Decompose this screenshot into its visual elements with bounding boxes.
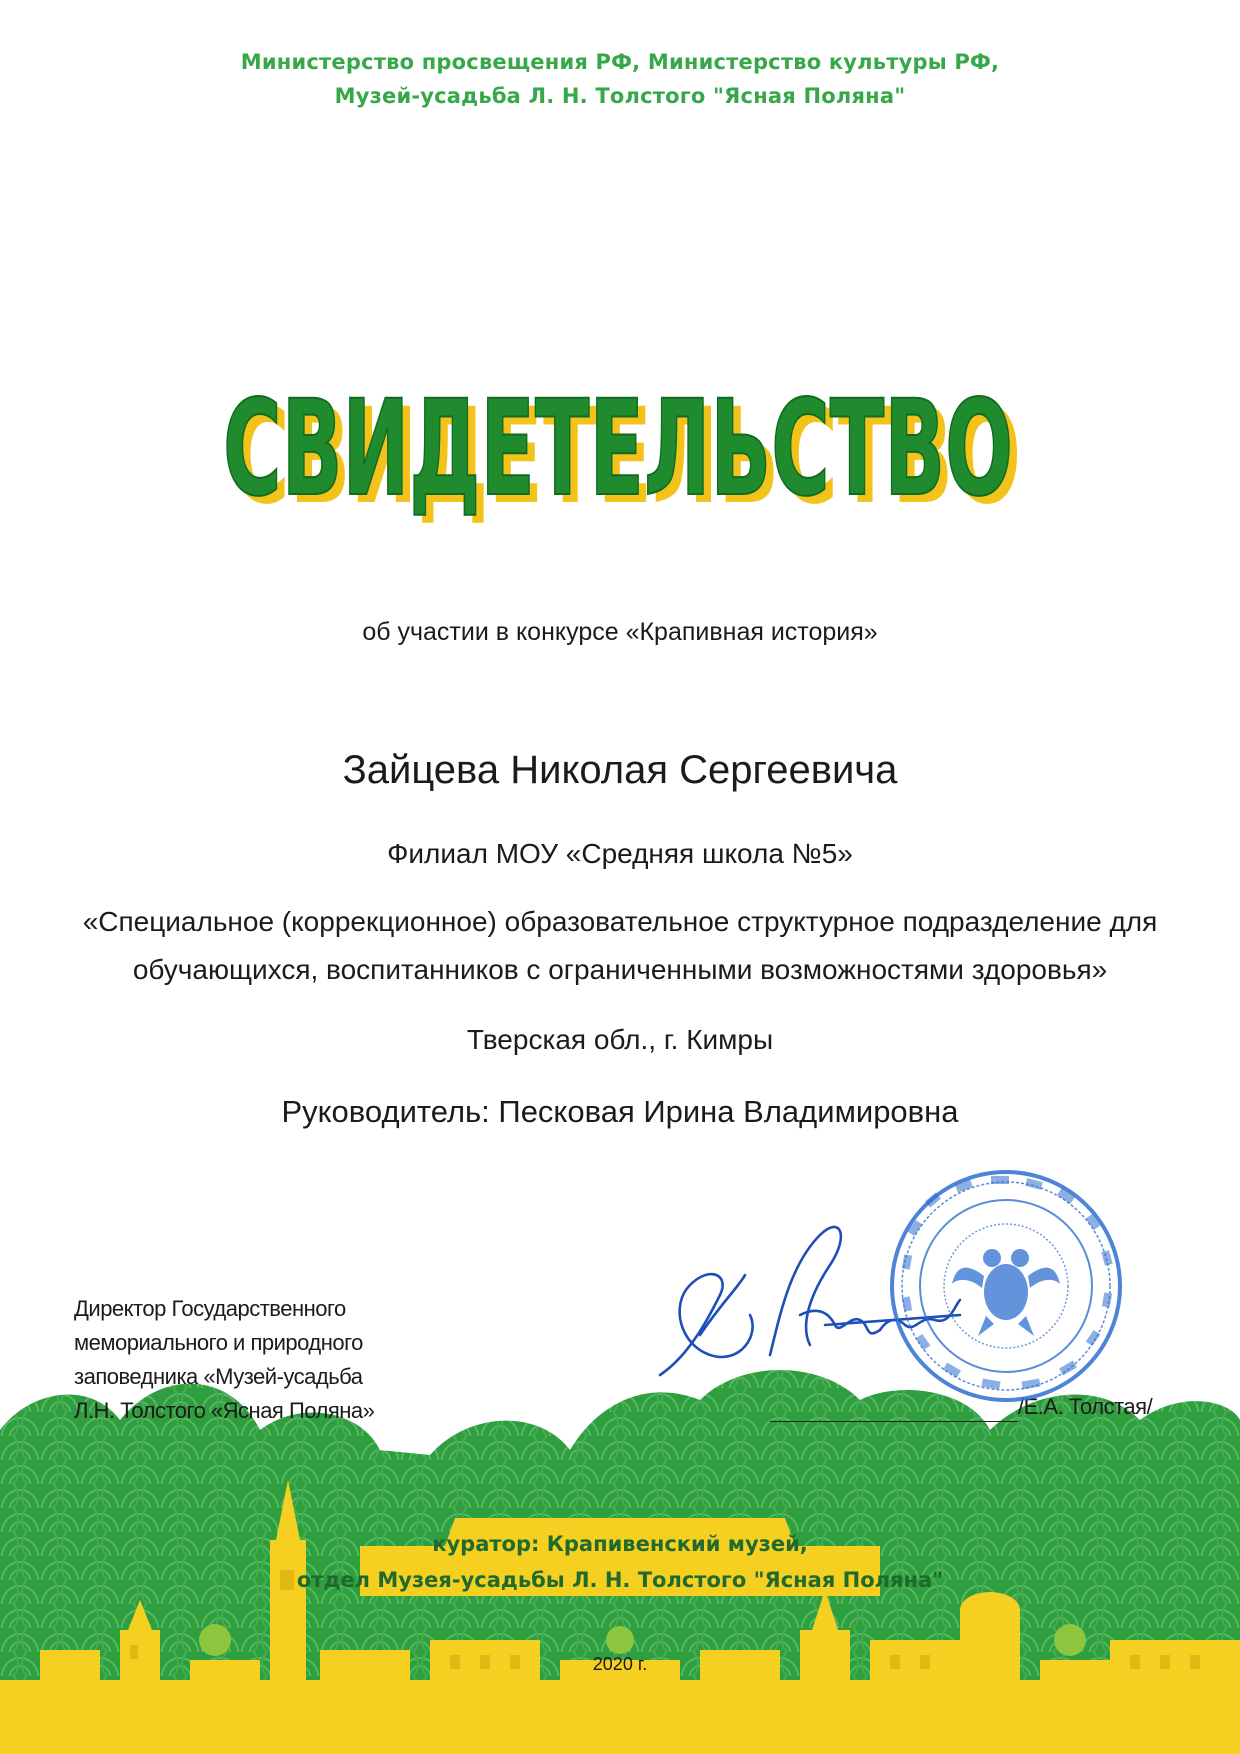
signature-line xyxy=(770,1421,1018,1422)
signatory-name: /Е.А. Толстая/ xyxy=(1018,1394,1153,1419)
curator-line-2: отдел Музея-усадьбы Л. Н. Толстого "Ясная Поляна" xyxy=(296,1568,944,1592)
issue-year: 2020 г. xyxy=(592,1654,648,1674)
location: Тверская обл., г. Кимры xyxy=(466,1024,774,1055)
director-position-line: Директор Государственного xyxy=(74,1296,346,1321)
certificate-title-text: СВИДЕТЕЛЬСТВО xyxy=(223,372,1013,526)
certificate-title-shadow: СВИДЕТЕЛЬСТВО xyxy=(231,380,1021,534)
header-museum: Музей-усадьба Л. Н. Толстого "Ясная Поляна" xyxy=(334,84,906,108)
double-headed-eagle-icon xyxy=(952,1249,1060,1336)
director-position-line: Л.Н. Толстого «Ясная Поляна» xyxy=(74,1398,375,1423)
official-seal-icon xyxy=(886,1166,1126,1406)
certificate-title xyxy=(0,360,1240,540)
supervisor: Руководитель: Песковая Ирина Владимировна xyxy=(281,1094,959,1129)
director-position-line: мемориального и природного xyxy=(74,1330,363,1355)
header-ministries: Министерство просвещения РФ, Министерство культуры РФ, xyxy=(240,50,1000,74)
recipient-name: Зайцева Николая Сергеевича xyxy=(342,748,898,792)
director-position-line: заповедника «Музей-усадьба xyxy=(74,1364,363,1389)
division-line-1: «Специальное (коррекционное) образовательное структурное подразделение для xyxy=(82,906,1158,937)
curator-line-1: куратор: Крапивенский музей, xyxy=(432,1532,808,1556)
division-line-2: обучающихся, воспитанников с ограниченными возможностями здоровья» xyxy=(132,954,1108,985)
subtitle: об участии в конкурсе «Крапивная история» xyxy=(362,618,878,646)
school-name: Филиал МОУ «Средняя школа №5» xyxy=(387,838,853,869)
director-position xyxy=(74,1292,404,1428)
